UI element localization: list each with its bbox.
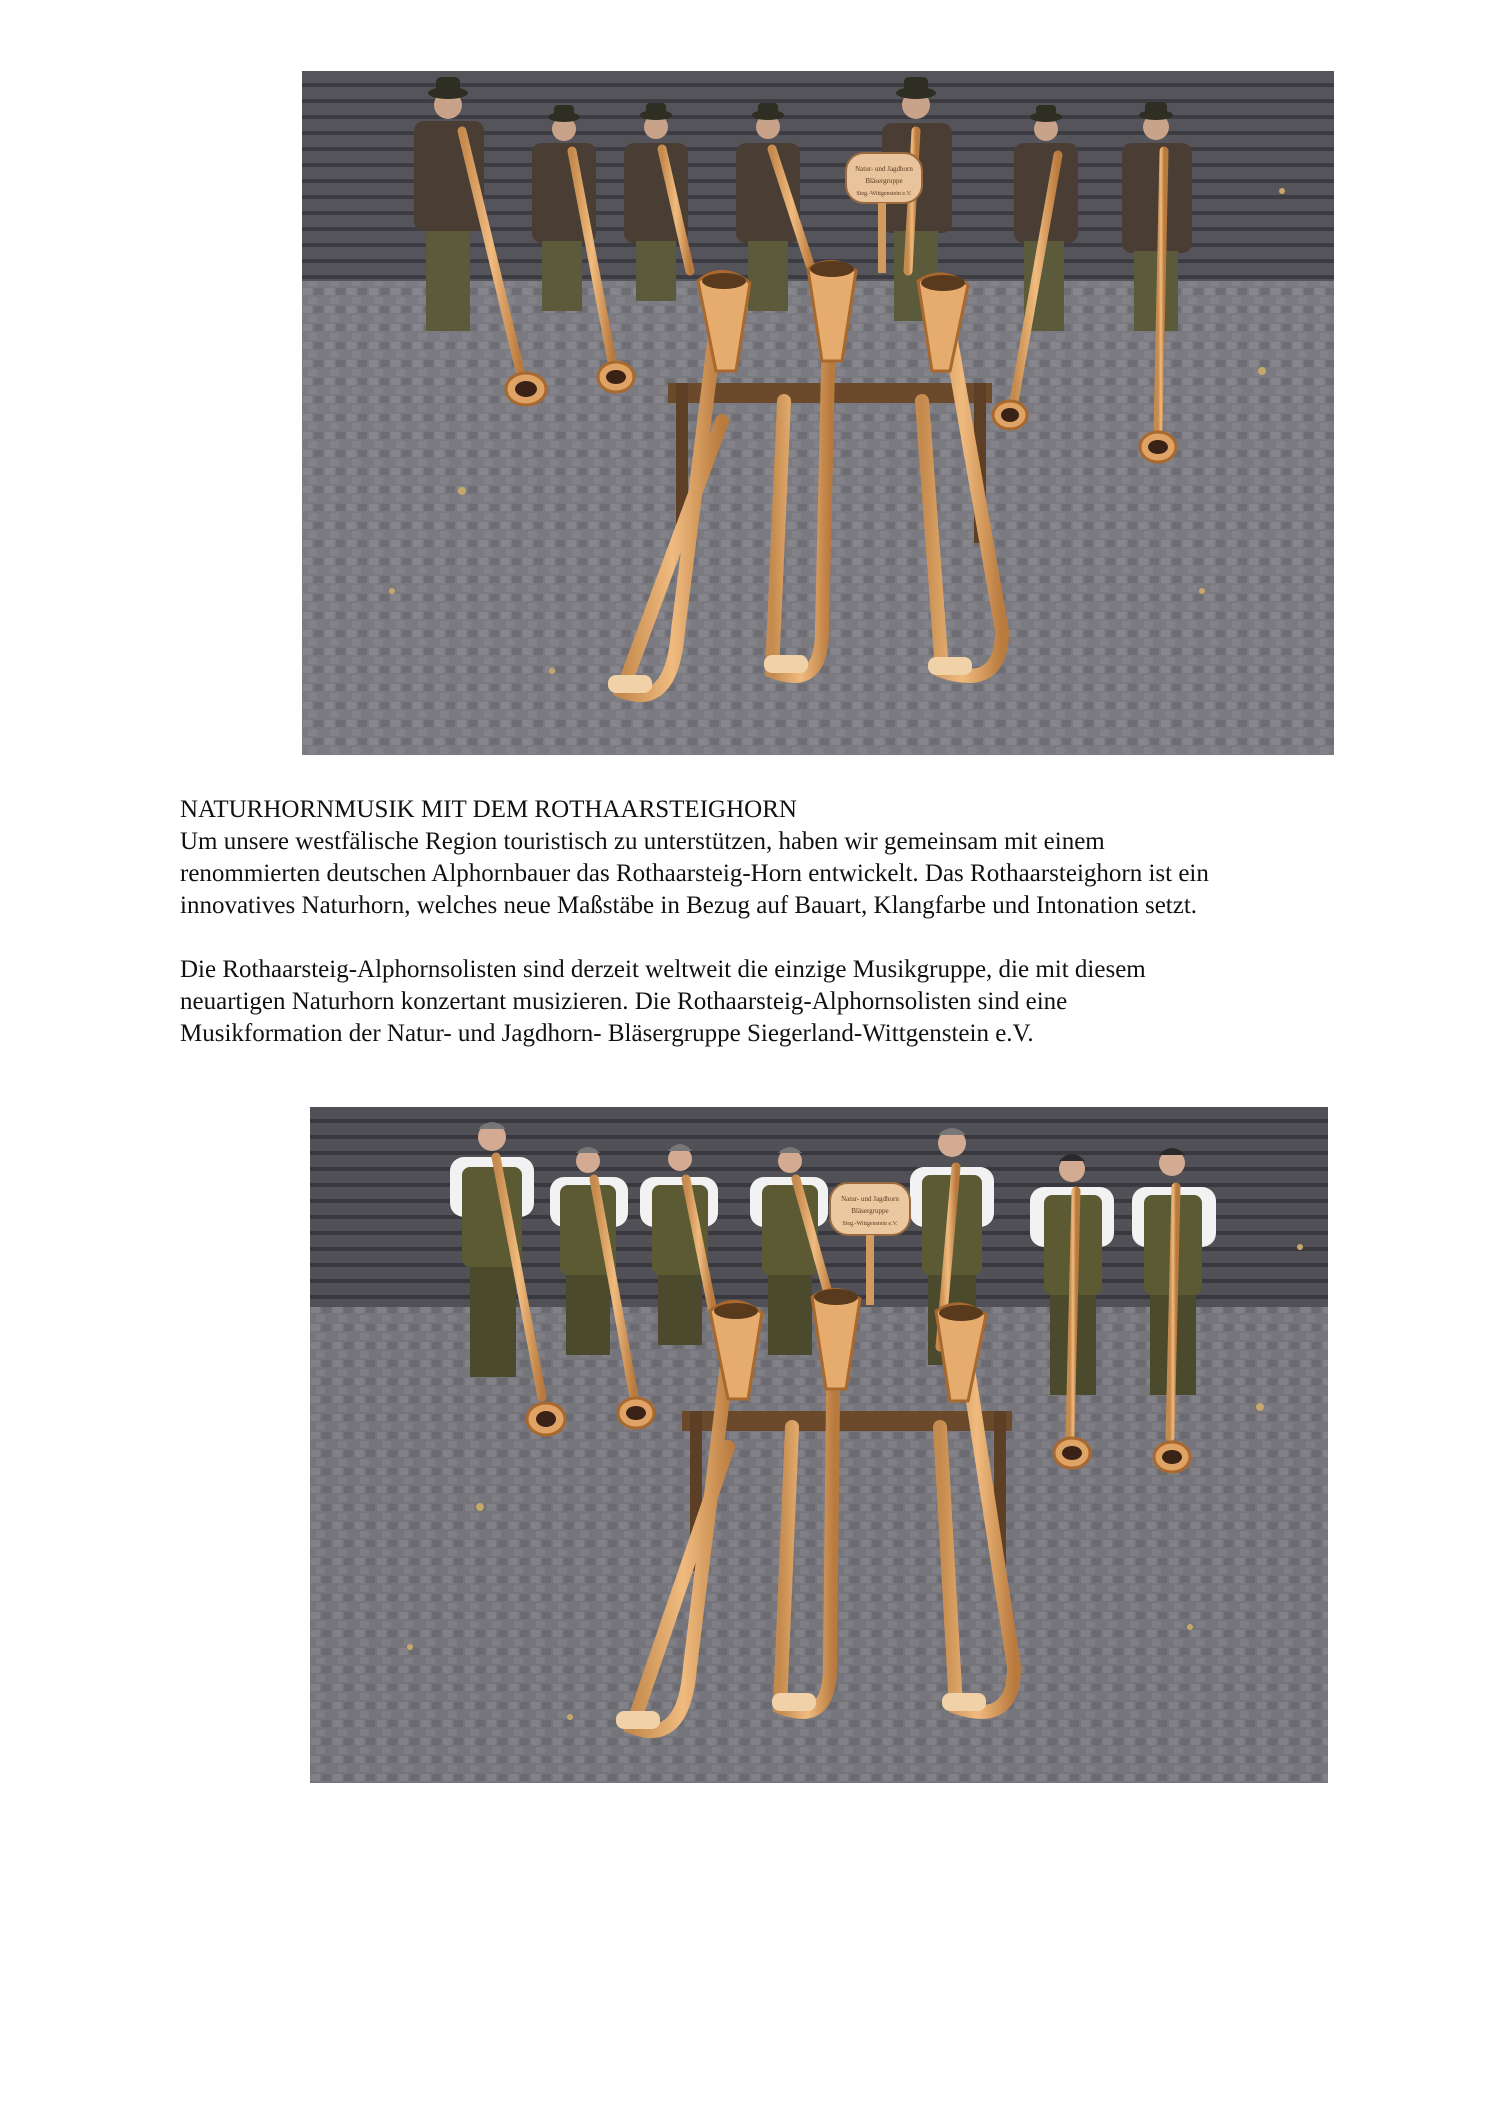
sign-text-top-1: Natur- und Jagdhorn [855, 165, 913, 173]
sign-text-bottom-1: Natur- und Jagdhorn [841, 1195, 899, 1203]
article-heading [180, 794, 1440, 826]
heading-text: NATURHORNMUSIK MIT DEM ROTHAARSTEIGHORN [180, 796, 797, 823]
photo-bottom-illustration [310, 1107, 1328, 1783]
sign-text-top-2: Bläsergruppe [865, 177, 903, 185]
paragraph-1-line-2: renommierten deutschen Alphornbauer das Rothaarsteig-Horn entwickelt. Das Rothaarsteighorn ist ein [180, 860, 1209, 887]
paragraph-spacer [180, 922, 1440, 954]
paragraph-2 [180, 954, 1440, 1050]
photo-top-illustration [302, 71, 1334, 755]
sign-text-bottom-3: Sieg.-Wittgenstein e.V. [842, 1221, 898, 1227]
paragraph-1 [180, 826, 1440, 922]
paragraph-2-line-2: neuartigen Naturhorn konzertant musizieren. Die Rothaarsteig-Alphornsolisten sind eine [180, 988, 1068, 1015]
alphorn-group-photo-bottom [310, 1107, 1328, 1783]
paragraph-2-line-3: Musikformation der Natur- und Jagdhorn- Bläsergruppe Siegerland-Wittgenstein e.V. [180, 1020, 1034, 1047]
article-text [180, 794, 1440, 1050]
sign-text-top-3: Sieg.-Wittgenstein e.V. [856, 191, 912, 197]
paragraph-1-line-3: innovatives Naturhorn, welches neue Maßstäbe in Bezug auf Bauart, Klangfarbe und Intonation setzt. [180, 892, 1198, 919]
paragraph-1-line-1: Um unsere westfälische Region touristisch zu unterstützen, haben wir gemeinsam mit einem [180, 828, 1105, 855]
sign-text-bottom-2: Bläsergruppe [851, 1207, 889, 1215]
alphorn-group-photo-top [302, 71, 1334, 755]
paragraph-2-line-1: Die Rothaarsteig-Alphornsolisten sind derzeit weltweit die einzige Musikgruppe, die mit diesem [180, 956, 1146, 983]
